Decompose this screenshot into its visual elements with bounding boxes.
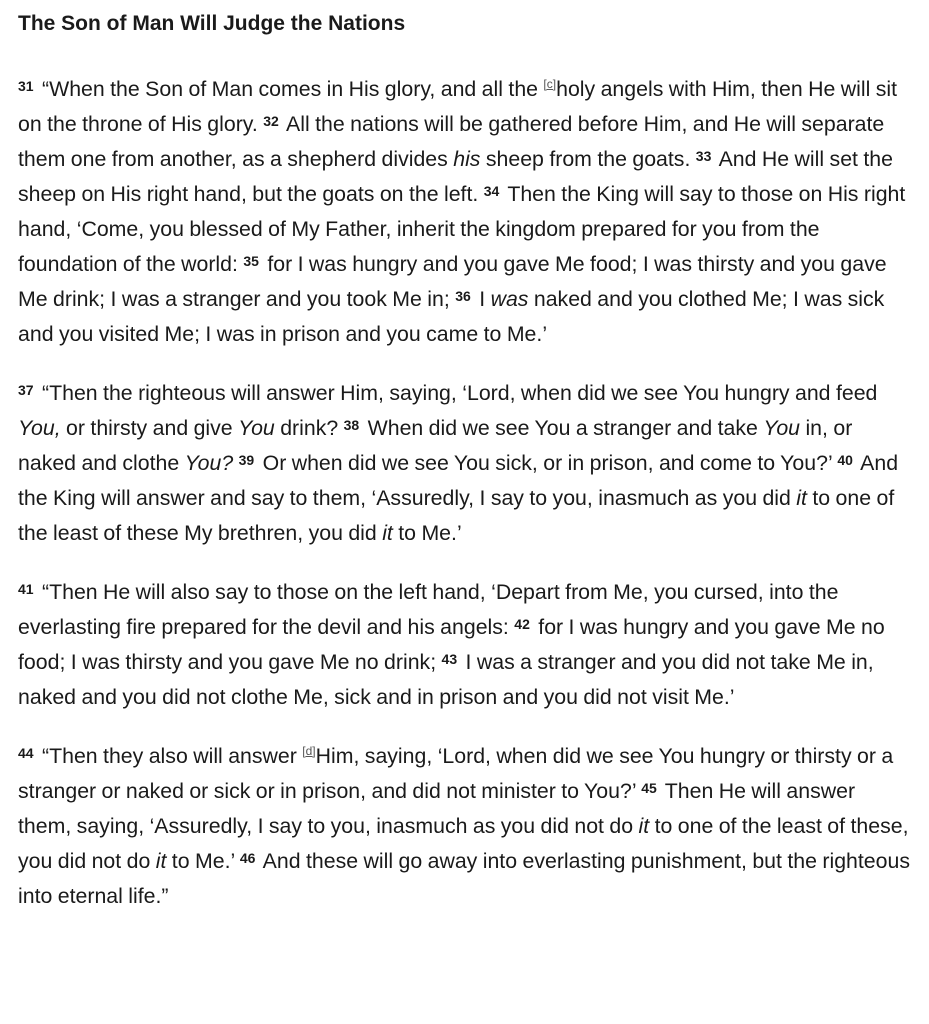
verse-text: And the King will answer and say to them, ‘Assuredly, I say to you, inasmuch as you did: [18, 451, 899, 510]
verse-text: I: [473, 287, 491, 311]
verse-number: 36: [455, 288, 471, 304]
paragraph: [18, 376, 911, 551]
verse-number: 42: [514, 616, 530, 632]
italic-text: was: [490, 287, 529, 311]
verse-number: 31: [18, 78, 34, 94]
verse-text: I was a stranger and you did not take Me in, naked and you did not clothe Me, sick and in prison and you did not visit Me.’: [18, 650, 874, 709]
verse-text: Then He will answer them, saying, ‘Assuredly, I say to you, inasmuch as you did not do: [18, 779, 856, 838]
verse-number: 38: [343, 417, 360, 433]
verse-number: 44: [18, 745, 34, 761]
verse-text: “Then they also will answer: [36, 744, 303, 768]
verse-text: [233, 451, 238, 475]
verse-text: “Then the righteous will answer Him, saying, ‘Lord, when did we see You hungry and feed: [36, 381, 878, 405]
verse-text: to Me.’: [166, 849, 240, 873]
verse-text: for I was hungry and you gave Me no food; I was thirsty and you gave Me no drink;: [18, 615, 885, 674]
verse-number: 39: [238, 452, 255, 468]
italic-text: You,: [18, 416, 61, 440]
verse-number: 35: [243, 253, 259, 269]
verse-text: “Then He will also say to those on the left hand, ‘Depart from Me, you cursed, into the everlasting fire prepared for the devil and his angels:: [18, 580, 839, 639]
verse-text: to one of the least of these My brethren, you did: [18, 486, 895, 545]
verse-text: “When the Son of Man comes in His glory, and all the: [36, 77, 544, 101]
verse-number: 45: [641, 780, 657, 796]
italic-text: it: [155, 849, 167, 873]
italic-text: You: [763, 416, 801, 440]
verse-text: holy angels with Him, then He will sit on the throne of His glory.: [18, 77, 898, 136]
passage-body: [18, 72, 911, 914]
verse-text: drink?: [274, 416, 344, 440]
verse-number: 33: [695, 148, 712, 164]
italic-text: it: [382, 521, 393, 545]
italic-text: You?: [184, 451, 234, 475]
verse-text: And these will go away into everlasting punishment, but the righteous into eternal life.”: [18, 849, 910, 908]
footnote-link[interactable]: [d]: [302, 744, 316, 758]
italic-text: his: [453, 147, 481, 171]
paragraph: [18, 72, 911, 352]
verse-text: for I was hungry and you gave Me food; I was thirsty and you gave Me drink; I was a stranger and you took Me in;: [18, 252, 887, 311]
footnote-link[interactable]: [c]: [543, 77, 557, 91]
verse-text: When did we see You a stranger and take: [362, 416, 764, 440]
paragraph: [18, 575, 911, 715]
verse-text: in, or naked and clothe: [18, 416, 853, 475]
verse-number: 46: [239, 850, 256, 866]
verse-text: Him, saying, ‘Lord, when did we see You hungry or thirsty or a stranger or naked or sick or in prison, and did not minister to You?’: [18, 744, 894, 803]
italic-text: it: [796, 486, 807, 510]
verse-text: to Me.’: [392, 521, 462, 545]
verse-text: Then the King will say to those on His right hand, ‘Come, you blessed of My Father, inherit the kingdom prepared for you from the foundation of the world:: [18, 182, 906, 276]
verse-text: All the nations will be gathered before Him, and He will separate them one from another, as a shepherd divides: [18, 112, 885, 171]
verse-text: naked and you clothed Me; I was sick and you visited Me; I was in prison and you came to Me.’: [18, 287, 885, 346]
verse-number: 32: [263, 113, 279, 129]
verse-number: 41: [18, 581, 34, 597]
italic-text: You: [238, 416, 275, 440]
verse-text: or thirsty and give: [60, 416, 239, 440]
paragraph: [18, 739, 911, 914]
section-heading: The Son of Man Will Judge the Nations: [18, 12, 406, 35]
verse-text: to one of the least of these, you did not do: [18, 814, 909, 873]
italic-text: it: [638, 814, 650, 838]
verse-number: 37: [18, 382, 34, 398]
verse-text: And He will set the sheep on His right hand, but the goats on the left.: [18, 147, 893, 206]
verse-number: 40: [837, 452, 853, 468]
verse-number: 43: [441, 651, 458, 667]
verse-text: Or when did we see You sick, or in prison, and come to You?’: [257, 451, 838, 475]
verse-text: sheep from the goats.: [480, 147, 696, 171]
verse-number: 34: [483, 183, 500, 199]
